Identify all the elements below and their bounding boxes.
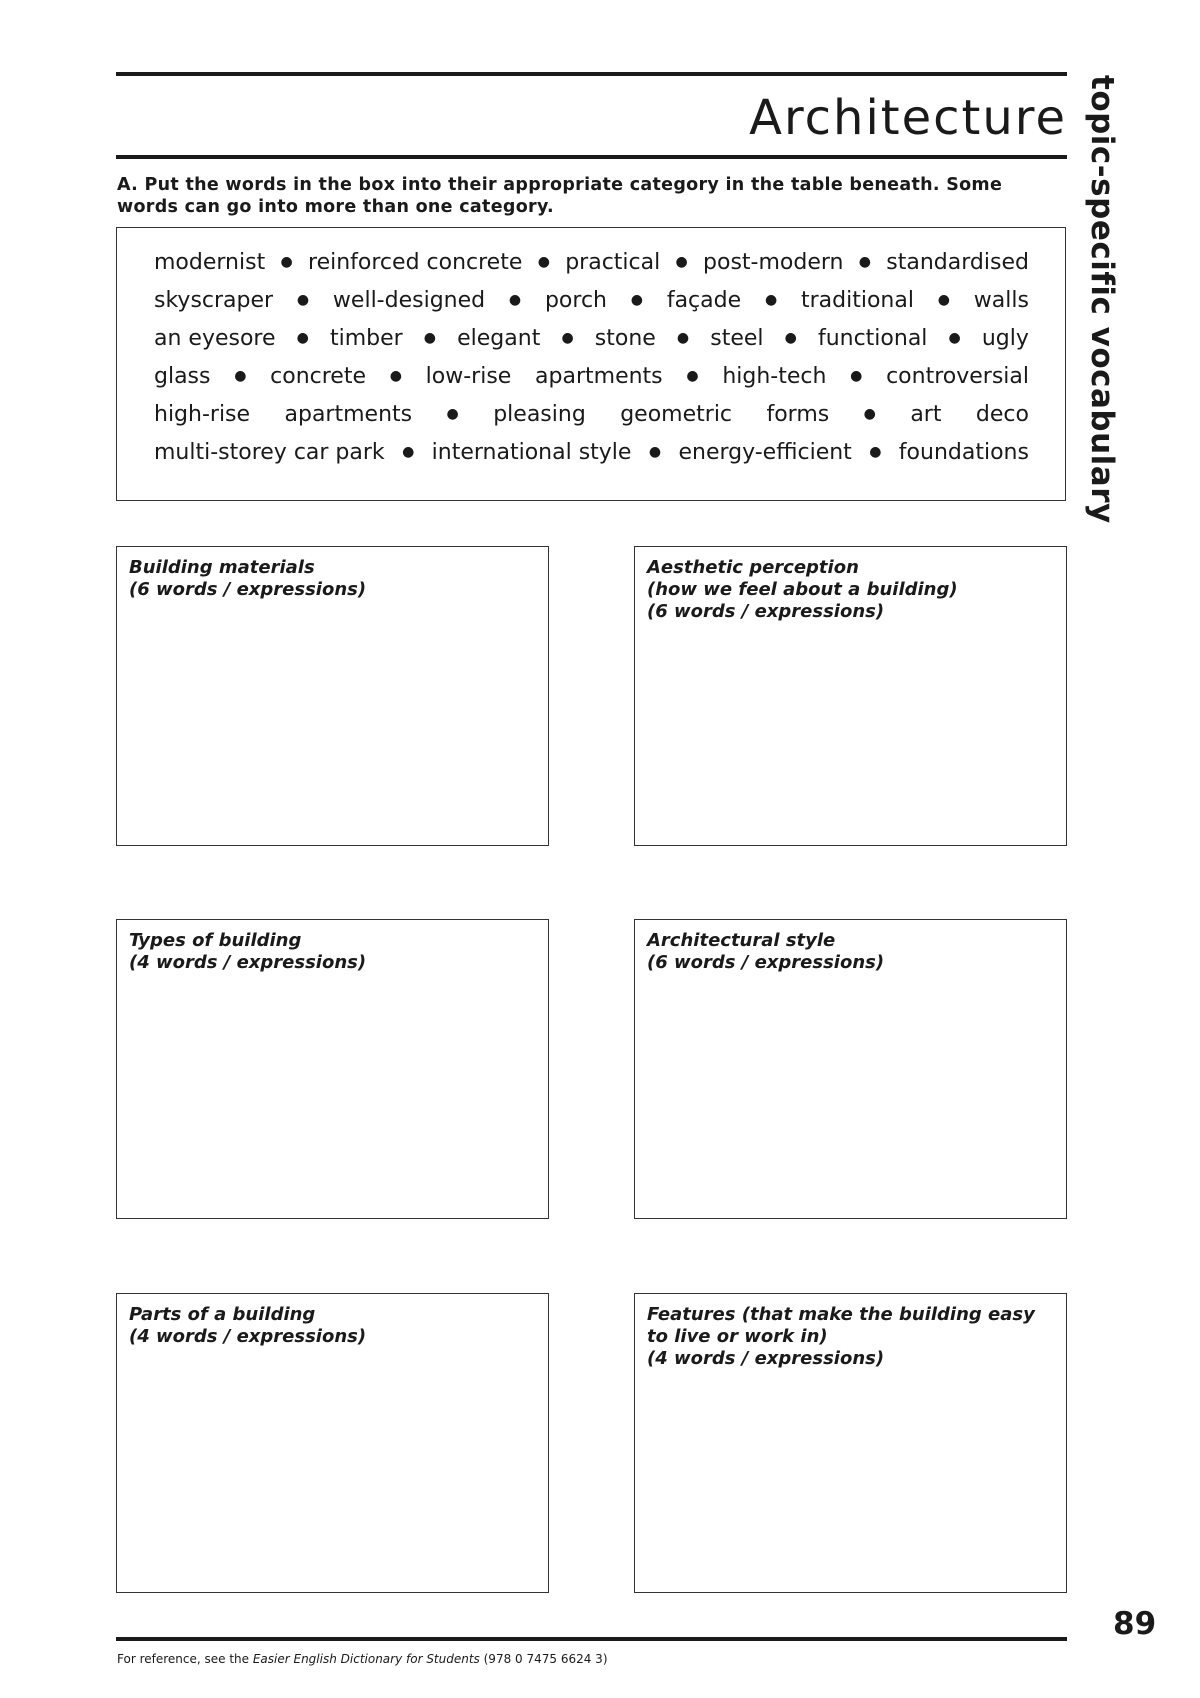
bullet-icon: ●	[296, 330, 309, 346]
bullet-icon: ●	[686, 368, 699, 384]
category-title: Types of building	[129, 930, 302, 951]
category-title: Building materials	[129, 557, 315, 578]
word: high-tech	[722, 363, 827, 389]
bullet-icon: ●	[676, 330, 690, 346]
word: walls	[973, 287, 1029, 313]
bullet-icon: ●	[648, 444, 662, 460]
word: well-designed	[332, 287, 486, 313]
category-architectural-style[interactable]	[634, 919, 1067, 1219]
category-count: (6 words / expressions)	[647, 952, 885, 973]
word: porch	[544, 287, 607, 313]
category-count: (6 words / expressions)	[647, 601, 885, 622]
category-subtitle: to live or work in)	[647, 1326, 828, 1347]
word: standardised	[886, 249, 1029, 275]
reference-footer	[117, 1652, 608, 1666]
word: energy-efficient	[678, 439, 852, 465]
word: low-rise	[425, 363, 512, 389]
word: multi-storey car park	[154, 439, 385, 465]
word-line	[154, 434, 1029, 470]
word: glass	[154, 363, 211, 389]
word-line	[154, 320, 1029, 356]
word: traditional	[800, 287, 914, 313]
category-count: (4 words / expressions)	[129, 1326, 367, 1347]
word: forms	[766, 401, 830, 427]
bullet-icon: ●	[937, 292, 950, 308]
bullet-icon: ●	[234, 368, 247, 384]
category-title: Parts of a building	[129, 1304, 316, 1325]
category-building-materials[interactable]	[116, 546, 549, 846]
bullet-icon: ●	[402, 444, 415, 460]
bullet-icon: ●	[296, 292, 310, 308]
top-rule	[116, 72, 1067, 76]
bullet-icon: ●	[423, 330, 437, 346]
category-title: Architectural style	[647, 930, 836, 951]
section-side-label: topic-specific vocabulary	[1084, 75, 1120, 524]
bullet-icon: ●	[280, 254, 293, 270]
word: an eyesore	[154, 325, 276, 351]
bullet-icon: ●	[675, 254, 688, 270]
category-types-of-building[interactable]	[116, 919, 549, 1219]
word: high-rise	[154, 401, 251, 427]
word: functional	[817, 325, 928, 351]
category-count: (4 words / expressions)	[647, 1348, 885, 1369]
bullet-icon: ●	[537, 254, 550, 270]
category-subtitle: (how we feel about a building)	[647, 579, 958, 600]
word: façade	[666, 287, 742, 313]
bullet-icon: ●	[948, 330, 961, 346]
category-count: (6 words / expressions)	[129, 579, 367, 600]
word: stone	[594, 325, 656, 351]
footer-book-title: Easier English Dictionary for Students	[252, 1652, 480, 1666]
word: ugly	[981, 325, 1029, 351]
bullet-icon: ●	[764, 292, 778, 308]
word: foundations	[898, 439, 1029, 465]
bullet-icon: ●	[389, 368, 402, 384]
category-title: Features (that make the building easy	[647, 1304, 1035, 1325]
bullet-icon: ●	[858, 254, 871, 270]
word: art	[910, 401, 942, 427]
title-rule	[116, 155, 1067, 159]
word: international style	[431, 439, 632, 465]
word: deco	[975, 401, 1029, 427]
word-line	[154, 358, 1029, 394]
word: practical	[565, 249, 661, 275]
word-box	[116, 227, 1066, 501]
bullet-icon: ●	[630, 292, 644, 308]
category-count: (4 words / expressions)	[129, 952, 367, 973]
category-title: Aesthetic perception	[647, 557, 859, 578]
word: controversial	[886, 363, 1029, 389]
category-features[interactable]	[634, 1293, 1067, 1593]
bullet-icon: ●	[446, 406, 459, 422]
footer-prefix: For reference, see the	[117, 1652, 253, 1666]
bullet-icon: ●	[850, 368, 863, 384]
word: concrete	[270, 363, 366, 389]
bullet-icon: ●	[561, 330, 574, 346]
word: apartments	[284, 401, 413, 427]
word: timber	[329, 325, 403, 351]
footer-isbn: (978 0 7475 6624 3)	[479, 1652, 608, 1666]
word-line	[154, 244, 1029, 280]
category-aesthetic-perception[interactable]	[634, 546, 1067, 846]
bullet-icon: ●	[784, 330, 797, 346]
exercise-instructions: A. Put the words in the box into their appropriate category in the table beneath. Some words can go into more than one category.	[117, 175, 1003, 217]
bullet-icon: ●	[863, 406, 876, 422]
page-title: Architecture	[749, 90, 1067, 146]
word: steel	[710, 325, 764, 351]
word: skyscraper	[154, 287, 274, 313]
word: elegant	[457, 325, 541, 351]
bullet-icon: ●	[508, 292, 522, 308]
page-number: 89	[1113, 1606, 1157, 1642]
word-line	[154, 396, 1029, 432]
word-line	[154, 282, 1029, 318]
word: pleasing	[493, 401, 586, 427]
word: post-modern	[703, 249, 844, 275]
word: apartments	[535, 363, 663, 389]
bottom-rule	[116, 1637, 1067, 1641]
word: geometric	[620, 401, 733, 427]
bullet-icon: ●	[869, 444, 882, 460]
word: reinforced concrete	[308, 249, 523, 275]
word: modernist	[154, 249, 266, 275]
category-parts-of-a-building[interactable]	[116, 1293, 549, 1593]
